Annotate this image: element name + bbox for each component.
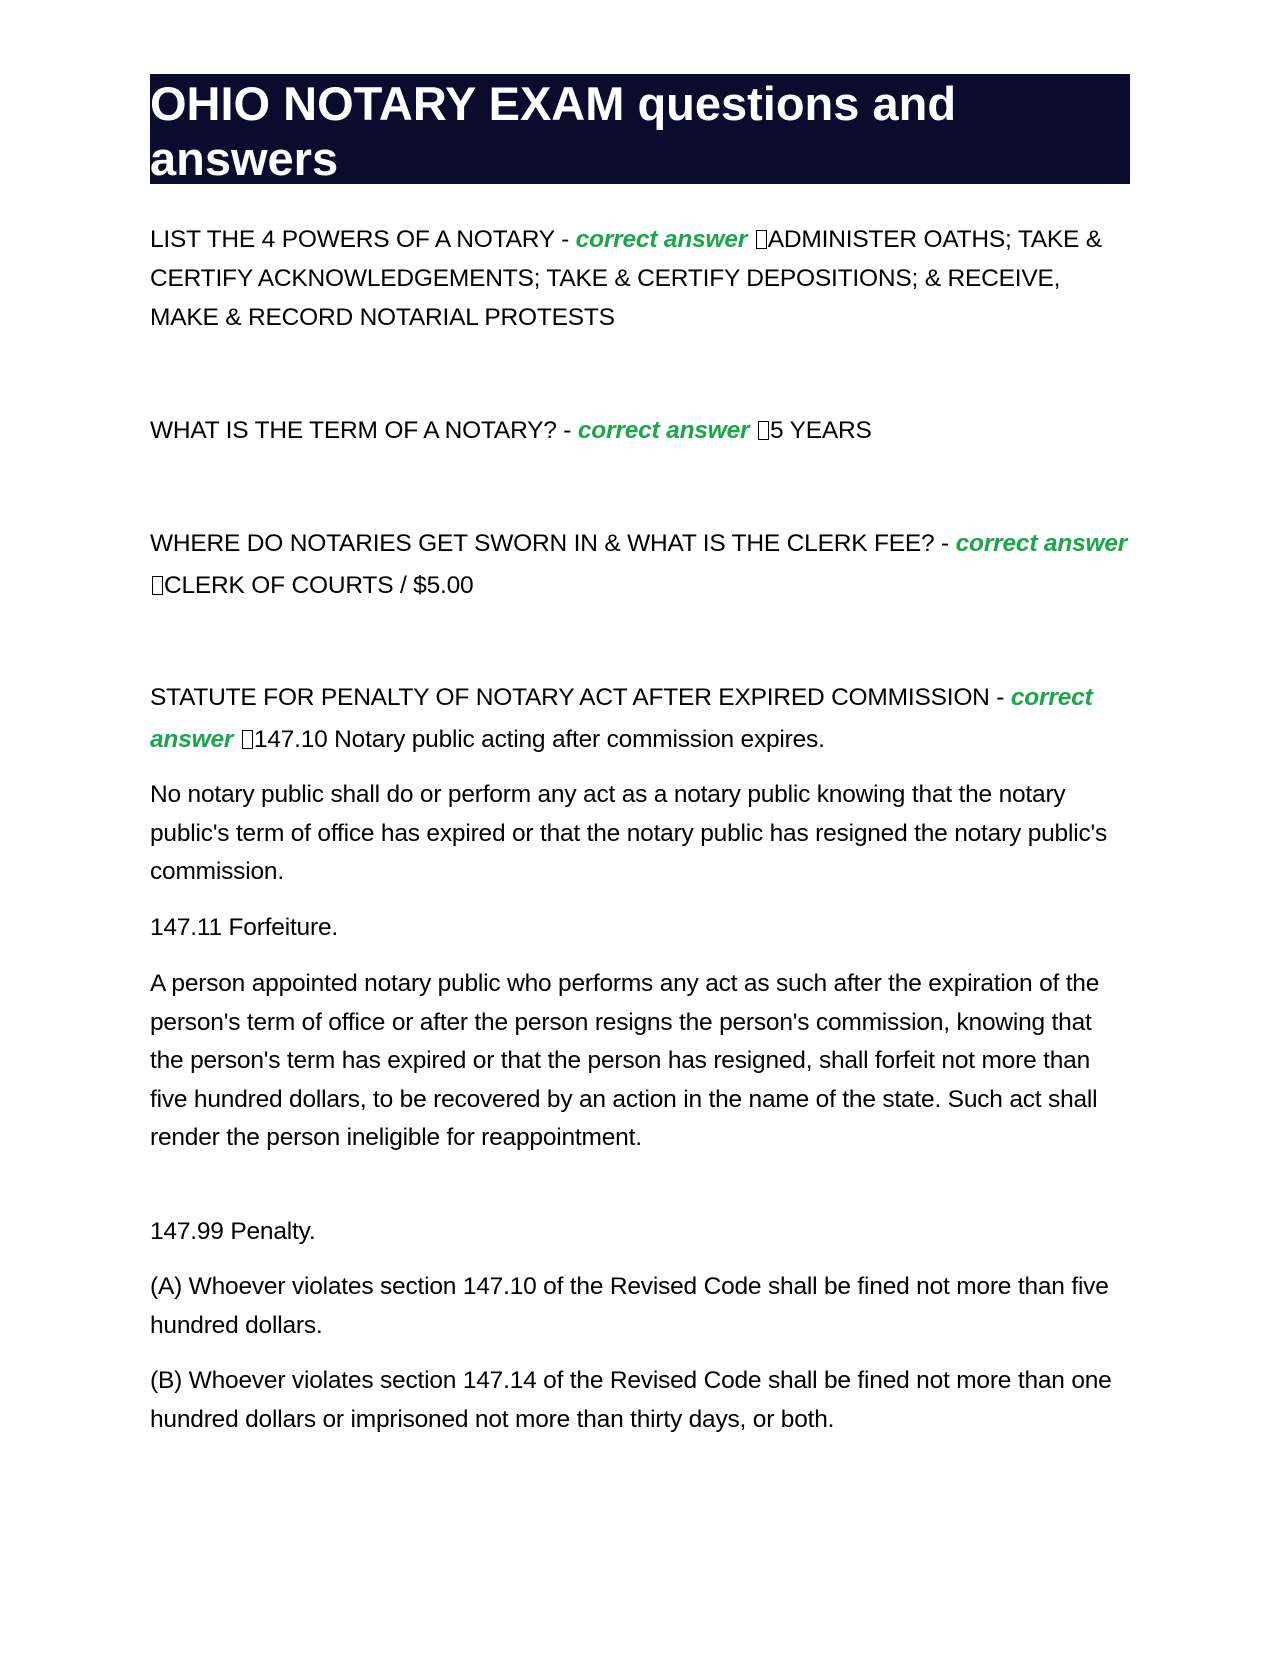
question-text: STATUTE FOR PENALTY OF NOTARY ACT AFTER EXPIRED COMMISSION - bbox=[150, 684, 1011, 711]
checkbox-icon bbox=[758, 421, 769, 440]
question-text: WHERE DO NOTARIES GET SWORN IN & WHAT IS THE CLERK FEE? - bbox=[150, 530, 956, 557]
statute-paragraph: No notary public shall do or perform any act as a notary public knowing that the notary public's term of office has expired or that the notary public has resigned the notary public's commission. bbox=[150, 781, 1108, 885]
document-title: OHIO NOTARY EXAM questions and answers bbox=[150, 74, 1130, 184]
checkbox-icon bbox=[756, 230, 767, 249]
answer-text: 147.10 Notary public acting after commission expires. bbox=[253, 726, 825, 753]
document-page bbox=[150, 74, 1130, 1433]
statute-paragraph: (B) Whoever violates section 147.14 of the Revised Code shall be fined not more than one hundred dollars or imprisoned not more than thirty days, or both. bbox=[150, 1367, 1112, 1433]
checkbox-icon bbox=[152, 576, 163, 595]
answer-text: CLERK OF COURTS / $5.00 bbox=[164, 572, 474, 599]
answer-text: ADMINISTER OATHS; TAKE & CERTIFY ACKNOWLEDGEMENTS; TAKE & CERTIFY DEPOSITIONS; & RECEIVE, MAKE & RECORD NOTARIAL PROTESTS bbox=[150, 226, 1102, 331]
correct-answer-label: correct answer bbox=[955, 530, 1128, 557]
correct-answer-label: correct answer bbox=[150, 684, 1093, 753]
question-text: LIST THE 4 POWERS OF A NOTARY - bbox=[150, 226, 576, 253]
statute-paragraph: (A) Whoever violates section 147.10 of the Revised Code shall be fined not more than five hundred dollars. bbox=[150, 1273, 1109, 1339]
qa-item bbox=[150, 411, 1130, 450]
qa-item bbox=[150, 523, 1130, 607]
statute-heading: 147.99 Penalty. bbox=[150, 1218, 316, 1245]
checkbox-icon bbox=[242, 730, 253, 749]
question-text: WHAT IS THE TERM OF A NOTARY? - bbox=[150, 417, 578, 444]
correct-answer-label: correct answer bbox=[575, 226, 748, 253]
statute-heading: 147.11 Forfeiture. bbox=[150, 914, 338, 941]
answer-text: 5 YEARS bbox=[770, 417, 872, 444]
qa-item bbox=[150, 677, 1130, 761]
correct-answer-label: correct answer bbox=[577, 417, 750, 444]
statute-paragraph: A person appointed notary public who performs any act as such after the expiration of the person's term of office or after the person resigns the person's commission, knowing that the person's term has expired or that the person has resigned, shall forfeit not more than five hundred dollars, to be recovered by an action in the name of the state. Such act shall render the person ineligible for reappointment. bbox=[150, 970, 1100, 1151]
qa-item bbox=[150, 220, 1130, 337]
